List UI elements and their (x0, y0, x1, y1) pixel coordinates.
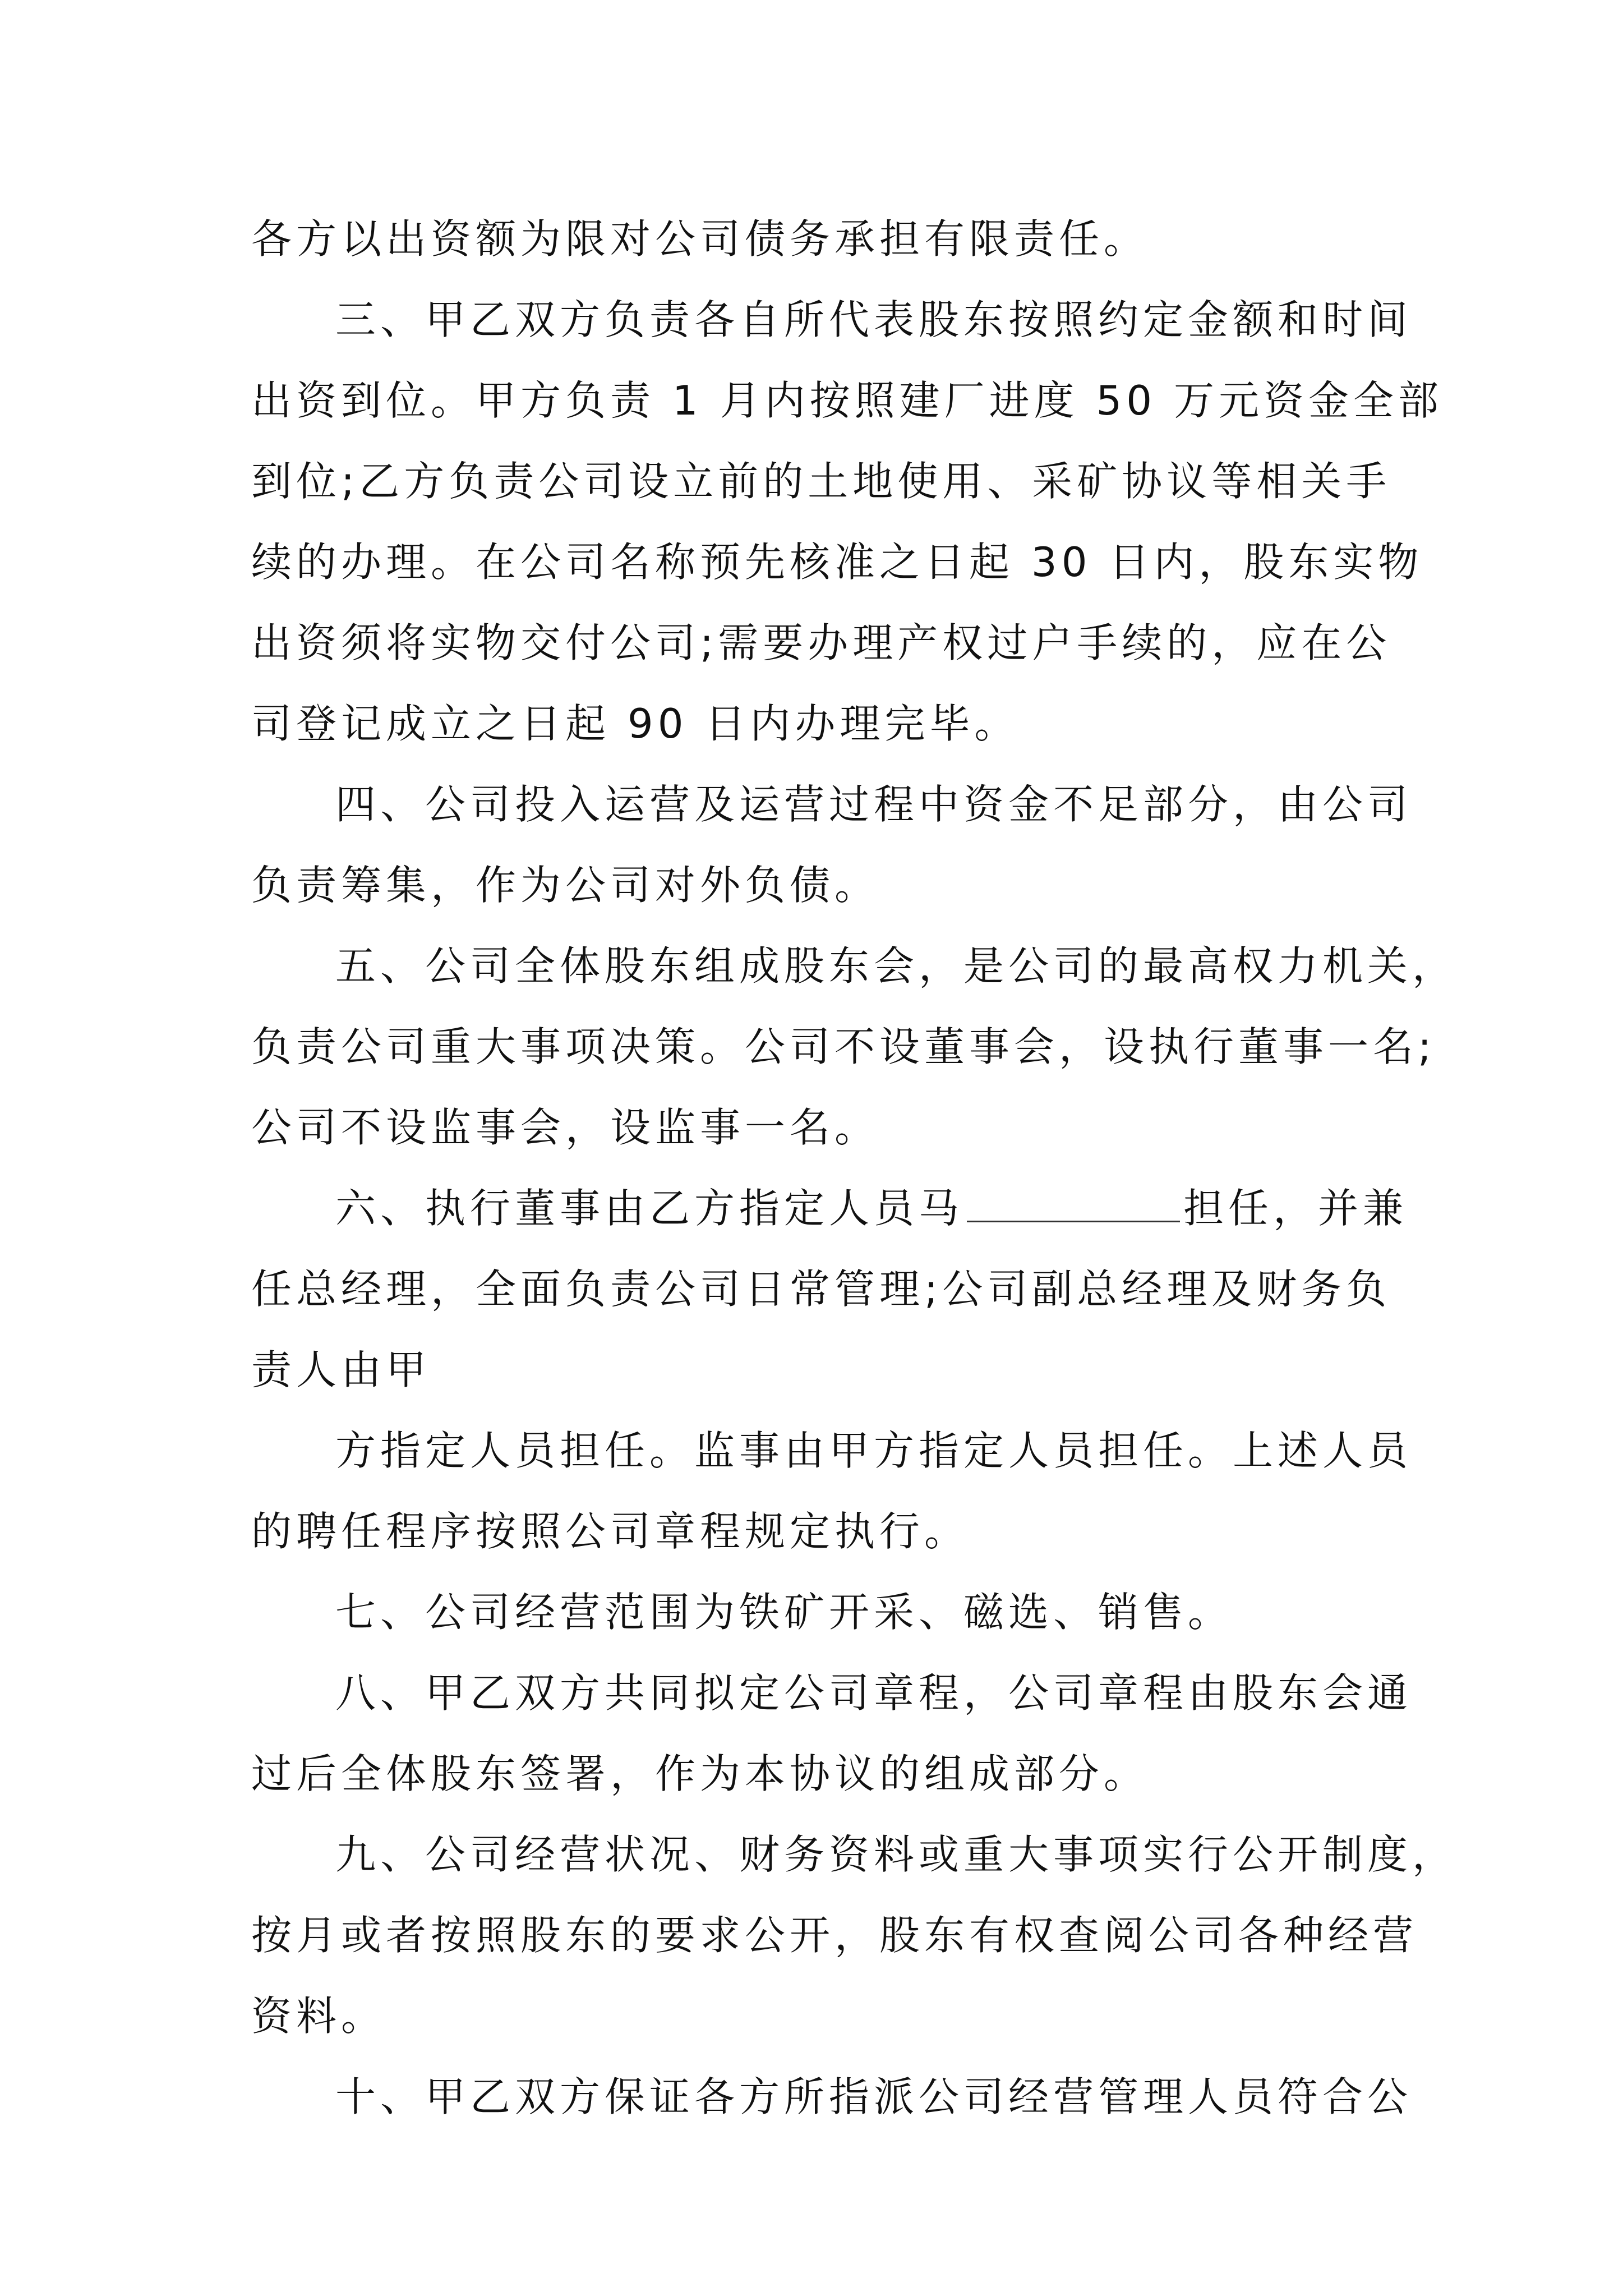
text-line: 负责公司重大事项决策。公司不设董事会，设执行董事一名; (251, 1023, 1436, 1070)
text-line: 七、公司经营范围为铁矿开采、磁选、销售。 (335, 1589, 1233, 1636)
text-line-with-blank (335, 1179, 1408, 1237)
text-line: 资料。 (251, 1993, 386, 2040)
text-line: 负责筹集，作为公司对外负债。 (251, 862, 880, 909)
text-line: 责人由甲 (251, 1346, 431, 1393)
text-line: 到位;乙方负责公司设立前的土地使用、采矿协议等相关手 (251, 458, 1391, 505)
text-line: 出资到位。甲方负责 1 月内按照建厂进度 50 万元资金全部 (251, 377, 1443, 424)
text-line: 九、公司经营状况、财务资料或重大事项实行公开制度， (335, 1831, 1458, 1878)
text-segment: 担任，并兼 (1183, 1185, 1408, 1232)
text-line: 过后全体股东签署，作为本协议的组成部分。 (251, 1750, 1149, 1797)
text-line: 司登记成立之日起 90 日内办理完毕。 (251, 700, 1020, 747)
text-line: 八、甲乙双方共同拟定公司章程，公司章程由股东会通 (335, 1669, 1413, 1717)
text-line: 的聘任程序按照公司章程规定执行。 (251, 1508, 970, 1555)
text-line: 续的办理。在公司名称预先核准之日起 30 日内，股东实物 (251, 539, 1423, 586)
text-line: 各方以出资额为限对公司债务承担有限责任。 (251, 215, 1149, 263)
text-line: 方指定人员担任。监事由甲方指定人员担任。上述人员 (335, 1427, 1413, 1474)
text-line: 出资须将实物交付公司;需要办理产权过户手续的，应在公 (251, 619, 1391, 666)
text-line: 三、甲乙双方负责各自所代表股东按照约定金额和时间 (335, 296, 1413, 343)
text-line: 公司不设监事会，设监事一名。 (251, 1104, 880, 1151)
text-line: 十、甲乙双方保证各方所指派公司经营管理人员符合公 (335, 2073, 1413, 2120)
text-segment: 六、执行董事由乙方指定人员马 (335, 1185, 964, 1232)
text-line: 任总经理，全面负责公司日常管理;公司副总经理及财务负 (251, 1266, 1391, 1313)
text-line: 按月或者按照股东的要求公开，股东有权查阅公司各种经营 (251, 1912, 1418, 1959)
text-line: 四、公司投入运营及运营过程中资金不足部分，由公司 (335, 781, 1413, 828)
fill-in-blank (967, 1180, 1180, 1222)
text-line: 五、公司全体股东组成股东会，是公司的最高权力机关， (335, 942, 1458, 990)
